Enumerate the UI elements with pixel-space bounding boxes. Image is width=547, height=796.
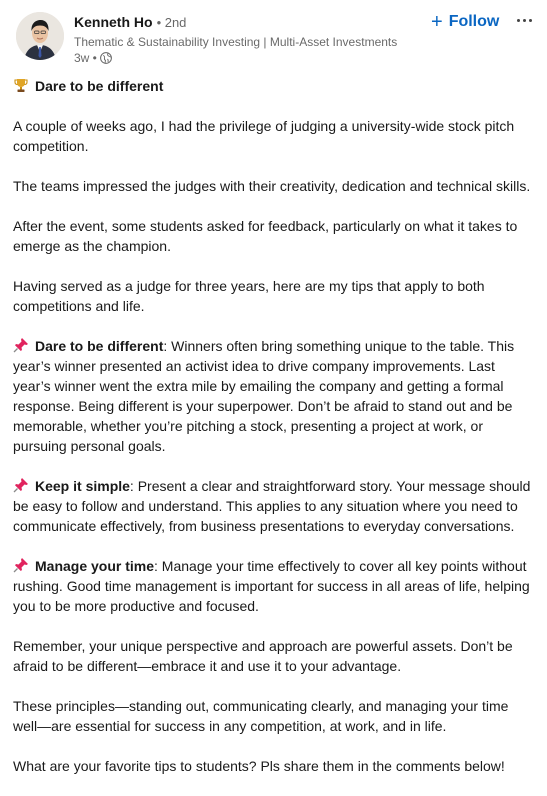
paragraph-intro: A couple of weeks ago, I had the privilege of judging a university-wide stock pitch competition. [13, 118, 515, 154]
avatar-photo [16, 12, 64, 60]
tip-simple [13, 476, 533, 536]
tip-dare-text: : Winners often bring something unique to the table. This year’s winner presented an activist idea to drive company improvements. Last year’s winner went the extra mile by emailing the company and getting a formal response. Being different is your superpower. Don’t be afraid to stand out and be memorable, whether you’re pitching a stock, presenting a project at work, or pursuing personal goals. [13, 338, 515, 454]
author-avatar[interactable] [16, 12, 64, 60]
more-options-button[interactable] [510, 8, 538, 32]
pushpin-icon [13, 477, 29, 493]
post-title-text: Dare to be different [35, 78, 164, 94]
plus-icon: + [431, 11, 443, 33]
connection-degree: • 2nd [156, 15, 187, 30]
pushpin-icon [13, 337, 29, 353]
follow-button[interactable] [425, 8, 505, 36]
more-icon-dot [529, 19, 532, 22]
more-icon-dot [523, 19, 526, 22]
paragraph-judge: Having served as a judge for three years, here are my tips that apply to both competitions and life. [13, 278, 485, 314]
post-header [74, 12, 427, 66]
tip-dare [13, 336, 533, 456]
follow-label: Follow [448, 13, 500, 30]
tip-time-text: : Manage your time effectively to cover all key points without rushing. Good time management is important for success in all areas of life, helping you to be more productive and focused. [13, 558, 530, 614]
paragraph-question: What are your favorite tips to students? Pls share them in the comments below! [13, 758, 505, 774]
trophy-icon [13, 77, 29, 93]
tip-time [13, 556, 533, 616]
post-meta [74, 50, 427, 66]
paragraph-feedback: After the event, some students asked for feedback, particularly on what it takes to emerge as the champion. [13, 218, 518, 254]
paragraph-principles: These principles—standing out, communicating clearly, and managing your time well—are essential for success in any competition, at work, and in life. [13, 698, 509, 734]
tip-time-title: Manage your time [35, 558, 155, 574]
post-time: 3w • [74, 51, 97, 65]
post-body [13, 76, 533, 796]
more-icon-dot [517, 19, 520, 22]
author-name[interactable]: Kenneth Ho [74, 14, 153, 30]
tip-simple-title: Keep it simple [35, 478, 130, 494]
paragraph-remember: Remember, your unique perspective and approach are powerful assets. Don’t be afraid to be different—embrace it and use it to your advantage. [13, 638, 513, 674]
author-headline: Thematic & Sustainability Investing | Multi-Asset Investments [74, 35, 398, 49]
tip-simple-text: : Present a clear and straightforward story. Your message should be easy to follow and understand. This applies to any situation where you need to communicate effectively, from business presentations to everyday conversations. [13, 478, 531, 534]
author-name-row [74, 12, 427, 33]
post-title [13, 76, 533, 96]
pushpin-icon [13, 557, 29, 573]
globe-icon [100, 52, 112, 64]
tip-dare-title: Dare to be different [35, 338, 164, 354]
paragraph-teams: The teams impressed the judges with their creativity, dedication and technical skills. [13, 178, 531, 194]
